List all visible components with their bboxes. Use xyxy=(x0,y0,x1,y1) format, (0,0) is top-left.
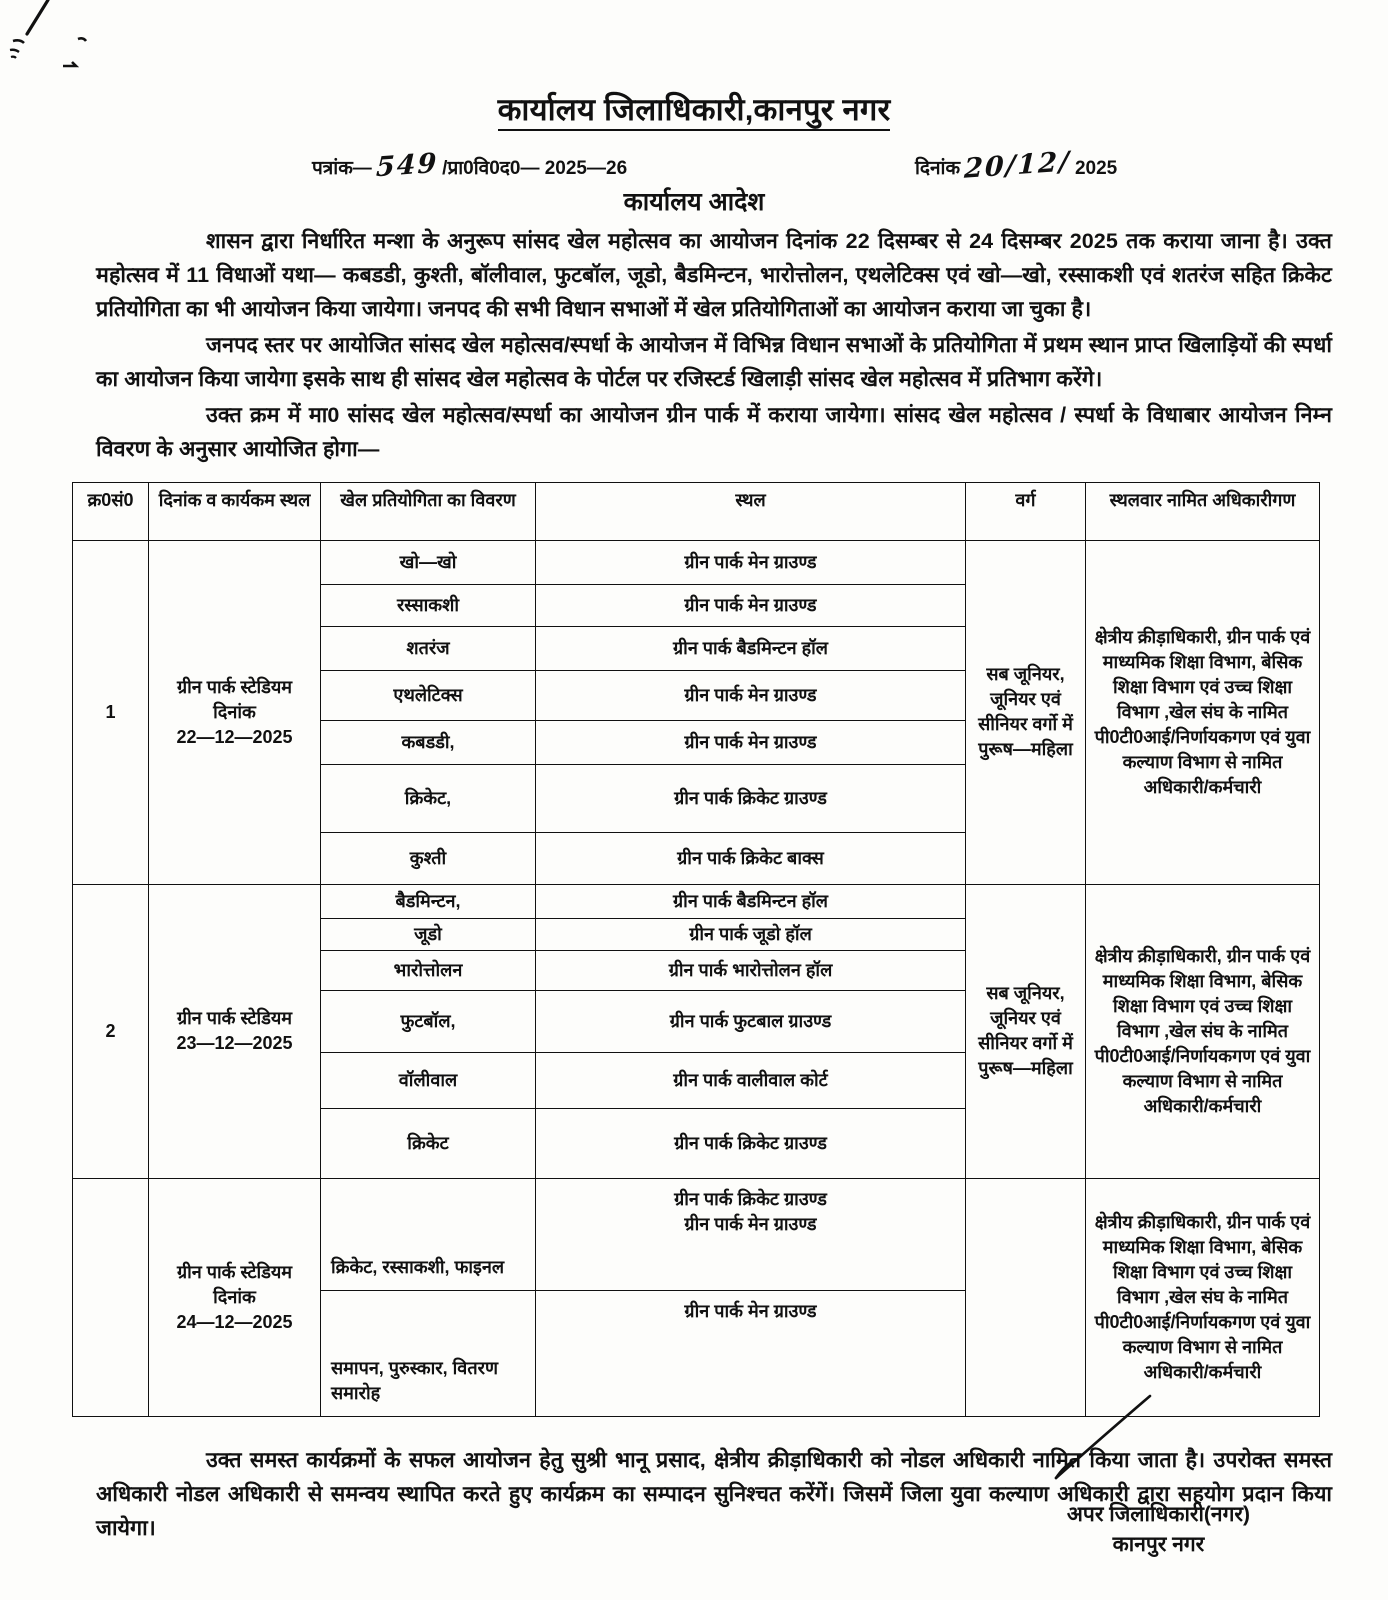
cell-category: सब जूनियर, जूनियर एवं सीनियर वर्गो में पुरूष—महिला xyxy=(966,540,1086,884)
cell-sno: 1 xyxy=(73,540,149,884)
table-row xyxy=(73,540,1320,584)
schedule-table-body xyxy=(73,540,1320,1416)
cell-venue: ग्रीन पार्क मेन ग्राउण्ड xyxy=(536,540,966,584)
table-row xyxy=(73,884,1320,918)
table-header-row xyxy=(73,482,1320,540)
column-header-category: वर्ग xyxy=(966,482,1086,540)
table-row xyxy=(73,1178,1320,1290)
date-handwritten: 20/12/ xyxy=(963,145,1072,185)
cell-event: क्रिकेट xyxy=(321,1108,536,1178)
cell-venue: ग्रीन पार्क मेन ग्राउण्ड xyxy=(536,584,966,626)
cell-event: कबडडी, xyxy=(321,720,536,764)
cell-venue: ग्रीन पार्क भारोत्तोलन हॉल xyxy=(536,950,966,990)
cell-event: क्रिकेट, xyxy=(321,764,536,832)
cell-event: शतरंज xyxy=(321,626,536,670)
column-header-event: खेल प्रतियोगिता का विवरण xyxy=(321,482,536,540)
cell-venue: ग्रीन पार्क वालीवाल कोर्ट xyxy=(536,1052,966,1108)
cell-venue: ग्रीन पार्क क्रिकेट ग्राउण्ड ग्रीन पार्क मेन ग्राउण्ड xyxy=(536,1178,966,1290)
column-header-venue: स्थल xyxy=(536,482,966,540)
paragraph-3: उक्त क्रम में मा0 सांसद खेल महोत्सव/स्पर्धा का आयोजन ग्रीन पार्क में कराया जायेगा। सांसद खेल महोत्सव / स्पर्धा के विधाबार आयोजन निम्न विवरण के अनुसार आयोजित होगा— xyxy=(96,402,1332,461)
letter-date-block xyxy=(915,145,1118,185)
cell-event: वॉलीवाल xyxy=(321,1052,536,1108)
paragraph-2: जनपद स्तर पर आयोजित सांसद खेल महोत्सव/स्पर्धा के आयोजन में विभिन्न विधान सभाओं के प्रतियोगिता में प्रथम स्थान प्राप्त खिलाड़ियों की स्पर्धा का आयोजन किया जायेगा इसके साथ ही सांसद खेल महोत्सव के पोर्टल पर रजिस्टर्ड खिलाड़ी सांसद खेल महोत्सव में प्रतिभाग करेंगे। xyxy=(96,332,1333,391)
letter-number-label: पत्रांक— xyxy=(312,157,372,179)
body-paragraphs xyxy=(0,224,1388,466)
signature-block xyxy=(1067,1500,1250,1560)
cell-event: रस्साकशी xyxy=(321,584,536,626)
reference-row xyxy=(0,145,1388,188)
cell-venue: ग्रीन पार्क बैडमिन्टन हॉल xyxy=(536,884,966,918)
cell-venue: ग्रीन पार्क फुटबाल ग्राउण्ड xyxy=(536,990,966,1052)
cell-date-venue: ग्रीन पार्क स्टेडियम दिनांक 24—12—2025 xyxy=(149,1178,321,1416)
cell-event: समापन, पुरुस्कार, वितरण समारोह xyxy=(321,1290,536,1416)
cell-venue: ग्रीन पार्क क्रिकेट ग्राउण्ड xyxy=(536,764,966,832)
page-title xyxy=(0,0,1388,128)
cell-officers: क्षेत्रीय क्रीड़ाधिकारी, ग्रीन पार्क एवं माध्यमिक शिक्षा विभाग, बेसिक शिक्षा विभाग एवं उच्च शिक्षा विभाग ,खेल संघ के नामित पी0टी0आई/निर्णायकगण एवं युवा कल्याण विभाग से नामित अधिकारी/कर्मचारी xyxy=(1086,540,1320,884)
cell-officers: क्षेत्रीय क्रीड़ाधिकारी, ग्रीन पार्क एवं माध्यमिक शिक्षा विभाग, बेसिक शिक्षा विभाग एवं उच्च शिक्षा विभाग ,खेल संघ के नामित पी0टी0आई/निर्णायकगण एवं युवा कल्याण विभाग से नामित अधिकारी/कर्मचारी xyxy=(1086,884,1320,1178)
cell-event: क्रिकेट, रस्साकशी, फाइनल xyxy=(321,1178,536,1290)
cell-sno xyxy=(73,1178,149,1416)
cell-officers: क्षेत्रीय क्रीड़ाधिकारी, ग्रीन पार्क एवं माध्यमिक शिक्षा विभाग, बेसिक शिक्षा विभाग एवं उच्च शिक्षा विभाग ,खेल संघ के नामित पी0टी0आई/निर्णायकगण एवं युवा कल्याण विभाग से नामित अधिकारी/कर्मचारी xyxy=(1086,1178,1320,1416)
cell-venue: ग्रीन पार्क क्रिकेट ग्राउण्ड xyxy=(536,1108,966,1178)
cell-date-venue: ग्रीन पार्क स्टेडियम 23—12—2025 xyxy=(149,884,321,1178)
date-label: दिनांक xyxy=(915,157,961,179)
cell-event: खो—खो xyxy=(321,540,536,584)
cell-event: भारोत्तोलन xyxy=(321,950,536,990)
cell-venue: ग्रीन पार्क मेन ग्राउण्ड xyxy=(536,720,966,764)
cell-venue: ग्रीन पार्क मेन ग्राउण्ड xyxy=(536,1290,966,1416)
cell-event: बैडमिन्टन, xyxy=(321,884,536,918)
cell-sno: 2 xyxy=(73,884,149,1178)
cell-venue: ग्रीन पार्क जूडो हॉल xyxy=(536,918,966,950)
signature-designation: अपर जिलाधिकारी(नगर) xyxy=(1066,1503,1250,1526)
column-header-officers: स्थलवार नामित अधिकारीगण xyxy=(1086,482,1320,540)
cell-venue: ग्रीन पार्क बैडमिन्टन हॉल xyxy=(536,626,966,670)
cell-event: कुश्ती xyxy=(321,832,536,884)
paragraph-1: शासन द्वारा निर्धारित मन्शा के अनुरूप सांसद खेल महोत्सव का आयोजन दिनांक 22 दिसम्बर से 24 दिसम्बर 2025 तक कराया जाना है। उक्त महोत्सव में 11 विधाओं यथा— कबडडी, कुश्ती, बॉलीवाल, फुटबॉल, जूडो, बैडमिन्टन, भारोत्तोलन, एथलेटिक्स एवं खो—खो, रस्साकशी एवं शतरंज सहित क्रिकेट प्रतियोगिता का भी आयोजन किया जायेगा। जनपद की सभी विधान सभाओं में खेल प्रतियोगिताओं का आयोजन कराया जा चुका है। xyxy=(96,228,1332,321)
order-title: कार्यालय आदेश xyxy=(623,187,765,216)
date-year: 2025 xyxy=(1074,157,1118,179)
schedule-table xyxy=(72,482,1320,1417)
letter-number-handwritten: 549 xyxy=(375,147,439,183)
cell-category xyxy=(966,1178,1086,1416)
office-title-text: कार्यालय जिलाधिकारी,कानपुर नगर xyxy=(498,92,891,131)
cell-event: जूडो xyxy=(321,918,536,950)
cell-venue: ग्रीन पार्क क्रिकेट बाक्स xyxy=(536,832,966,884)
letter-number-suffix: /प्रा0वि0द0— 2025—26 xyxy=(442,157,628,179)
cell-category: सब जूनियर, जूनियर एवं सीनियर वर्गो में पुरूष—महिला xyxy=(966,884,1086,1178)
column-header-sno: क्र0सं0 xyxy=(73,482,149,540)
footer-paragraph: उक्त समस्त कार्यक्रमों के सफल आयोजन हेतु सुश्री भानू प्रसाद, क्षेत्रीय क्रीड़ाधिकारी को नोडल अधिकारी नामित किया जाता है। उपरोक्त समस्त अधिकारी नोडल अधिकारी से समन्वय स्थापित करते हुए कार्यक्रम का सम्पादन सुनिश्चत करेंगें। जिसमें जिला युवा कल्याण अधिकारी द्वारा सहयोग प्रदान किया जायेगा। xyxy=(96,1447,1332,1540)
cell-event: एथलेटिक्स xyxy=(321,670,536,720)
column-header-date-venue: दिनांक व कार्यकम स्थल xyxy=(149,482,321,540)
letter-number-block xyxy=(312,147,628,183)
cell-event: फुटबॉल, xyxy=(321,990,536,1052)
cell-date-venue: ग्रीन पार्क स्टेडियम दिनांक 22—12—2025 xyxy=(149,540,321,884)
cell-venue: ग्रीन पार्क मेन ग्राउण्ड xyxy=(536,670,966,720)
signature-place: कानपुर नगर xyxy=(1112,1533,1205,1556)
